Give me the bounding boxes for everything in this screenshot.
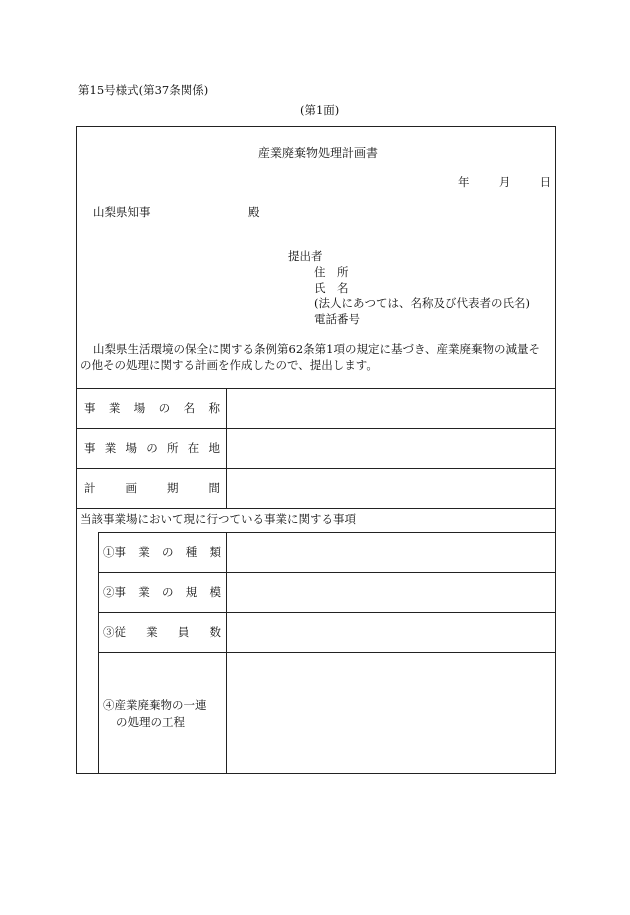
- submitter-address-label: 住 所: [314, 265, 349, 279]
- business-scale-field[interactable]: [228, 574, 554, 611]
- business-type-field[interactable]: [228, 534, 554, 571]
- page-side: (第1面): [300, 103, 340, 117]
- addressee-honorific: 殿: [248, 205, 260, 219]
- employee-count-label: ③従 業 員 数: [103, 625, 221, 639]
- process-label-line-1: ④産業廃棄物の一連: [103, 698, 207, 712]
- form-title: 産業廃棄物処理計画書: [258, 146, 379, 160]
- statement-line-1: 山梨県生活環境の保全に関する条例第62条第1項の規定に基づき、産業廃棄物の減量そ: [93, 342, 540, 356]
- day-label: 日: [539, 175, 552, 189]
- date-line: [458, 177, 551, 189]
- addressee-name: 山梨県知事: [93, 205, 151, 219]
- business-type-label: ①事 業 の 種 類: [103, 545, 221, 559]
- section-title: 当該事業場において現に行つている事業に関する事項: [80, 512, 356, 526]
- business-site-location-field[interactable]: [228, 430, 554, 467]
- process-field[interactable]: [228, 654, 554, 772]
- business-site-name-label: 事 業 場 の 名 称: [84, 401, 220, 415]
- plan-period-field[interactable]: [228, 470, 554, 507]
- year-label: 年: [458, 175, 470, 189]
- statement-line-2: の他その処理に関する計画を作成したので、提出します。: [80, 358, 378, 372]
- process-label-line-2: の処理の工程: [116, 715, 185, 729]
- submitter-phone-label: 電話番号: [314, 312, 360, 326]
- submitter-name-label: 氏 名: [314, 281, 349, 295]
- submitter-corp-note: (法人にあつては、名称及び代表者の氏名): [314, 296, 530, 310]
- form-number: 第15号様式(第37条関係): [78, 83, 209, 97]
- business-site-location-label: 事 業 場 の 所 在 地: [84, 441, 220, 455]
- business-scale-label: ②事 業 の 規 模: [103, 585, 221, 599]
- employee-count-field[interactable]: [228, 614, 554, 651]
- submitter-label: 提出者: [288, 249, 323, 263]
- plan-period-label: 計 画 期 間: [84, 481, 220, 495]
- month-label: 月: [498, 175, 511, 189]
- business-site-name-field[interactable]: [228, 390, 554, 427]
